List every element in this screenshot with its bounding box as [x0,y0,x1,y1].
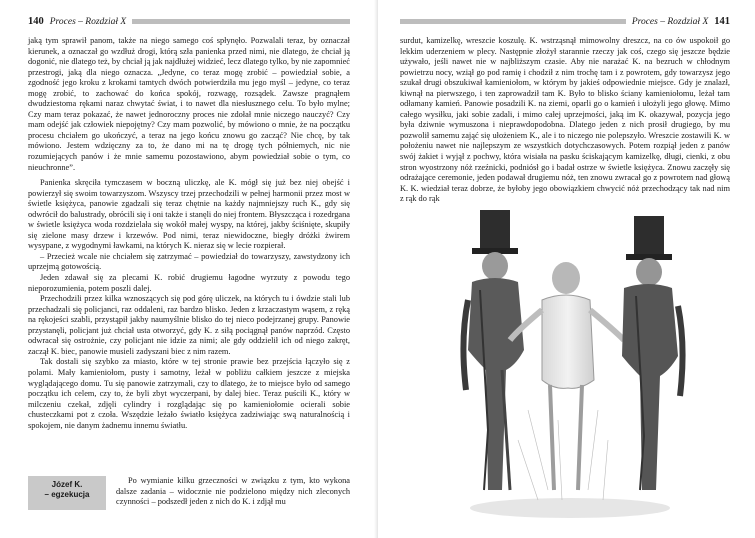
page-number: 141 [714,16,730,27]
right-page [378,0,755,538]
running-header-title: Proces – Rozdział X [49,16,127,27]
sketch-hatching [518,410,608,500]
header-rule [400,19,626,24]
illustration-three-figures [458,190,688,520]
paragraph: Tak dostali się szybko za miasto, które w tej stronie prawie bez przejścia łączyło się z polami. Mały kamieniołom, pusty i samotny, leżał w pobliżu całkiem jeszcze z miejska wyglądającego domu. Tu się panowie zatrzymali, czy to dlatego, że to miejsce było od samego początku ich celem, czy to, że byli zbyt wyczerpani, by dalej biec. Teraz puścili K., który w milczeniu czekał, zdjęli cylindry i rozglądając się po kamieniołomie ocierali sobie chusteczkami pot z czoła. Wszędzie leżało światło księżyca zadziwiając swą naturalnością i spokojem, nie danym żadnemu innemu światłu. [28,357,350,430]
right-gentleman-figure [622,216,683,490]
margin-note-line: – egzekucja [44,490,90,499]
paragraph: jaką tym sprawił panom, także na niego samego coś spłynęło. Pozwalali teraz, by oznaczał kierunek, a oznaczał go wzdłuż drogi, którą szła panienka przed nimi, nie dlatego, że chciał ją dogonić, nie dlatego też, by chciał ją jak najdłużej widzieć, lecz dlatego tylko, by nie zapomnieć przestrogi, jaką dla niego oznacza. „Jedyne, co teraz mogę zrobić – powiedział sobie, a zgodność jego kroku z krokami tamtych dwóch potwierdziła mu jego myśl – jedyne, co teraz mogę zrobić, to zachować do końca spokój, rozwagę, rozsądek. Zawsze pragnąłem dwudziestoma rękami naraz chwytać świat, i to nawet dla niesłusznego celu. To było mylne; Czy mam teraz pokazać, że nawet jednoroczny proces nie zdołał mnie niczego nauczyć? Czy mam odejść jak człowiek niepojętny? Czy mam pozwolić, by mówiono o mnie, że na początku procesu chciałem go ukończyć, a teraz na jego końcu znowu go zacząć? Nie chcę, by tak mówiono. Jestem wdzięczny za to, że dano mi na tę drogę tych półniemych, nic nie rozumiejących panów i że mnie samemu pozostawiono, abym powiedział sobie o tym, co nieuchronne”. [28,36,350,172]
margin-note [28,476,106,510]
paragraph: Przechodzili przez kilka wznoszących się pod górę uliczek, na których tu i ówdzie stali lub przechadzali się policjanci, raz oddaleni, raz bardzo blisko. Jeden z krzaczastym wąsem, z ręką na rękojeści szabli, przystąpił jakby naumyślnie blisko do tej nieco podejrzanej grupy. Panowie przystanęli, policjant już chciał usta otworzyć, gdy K. z siłą pociągnął panów naprzód. Często odwracał się ostrożnie, czy policjant nie idzie za nimi; ale gdy oddzielił ich od niego zakręt, zaczął K. biec, panowie musieli zadyszani biec z nim razem. [28,294,350,356]
margin-note-line: Józef K. [51,480,83,489]
paragraph: – Przecież wcale nie chciałem się zatrzymać – powiedział do towarzyszy, zawstydzony ich uprzejmą gotowością. [28,251,350,272]
paragraph: Panienka skręciła tymczasem w boczną uliczkę, ale K. mógł się już bez niej obejść i powierzył się swoim towarzyszom. Wszyscy trzej przechodzili w pełnej harmonii przez most w świetle księżyca, panowie zgadzali się teraz chętnie na każdy najmniejszy ruch K., gdy się odwrócił do balustrady, obrócili się i oni także i stanęli do niej frontem. Błyszcząca i rozedrgana w świetle księżyca woda rozdzielała się wokół małej wyspy, na której, jakby ściśnięte, skupiły się zielone masy drzew i krzewów. Pod nimi, teraz niewidoczne, biegły dróżki żwirem wysypane, z wygodnymi ławkami, na których K. nieraz się w lecie rozpierał. [28,178,350,251]
right-running-head [400,16,730,27]
left-gentleman-figure [463,210,524,490]
left-body-text [28,36,350,431]
left-running-head [28,16,350,27]
left-last-paragraph [116,476,350,508]
ground-shadow [470,498,670,518]
running-header-title: Proces – Rozdział X [631,16,709,27]
right-body-text [400,36,730,205]
left-page [0,0,377,538]
paragraph: surdut, kamizelkę, wreszcie koszulę. K. wstrząsnął mimowolny dreszcz, na co ów uspokoił go lekkim uderzeniem w plecy. Następnie złożył starannie rzeczy jak coś, czego się jeszcze będzie używało, jeśli nawet nie w najbliższym czasie. Aby nie narażać K. na bezruch w chłodnym powietrzu nocy, wziął go pod ramię i chodził z nim trochę tam i z powrotem, gdy towarzysz jego szukał drugi obszukiwał kamieniołom, w którym by jakieś odpowiednie miejsce. Gdy je znalazł, kiwnął na pierwszego, i ten zaprowadził tam K. Było to blisko ściany kamieniołomu, leżał tam odłamany kamień. Panowie posadzili K. na ziemi, oparli go o kamień i ułożyli jego głowę. Mimo całego wysiłku, jaki sobie zadali, i mimo całej uprzejmości, jaką im K. okazywał, pozycja jego była dziwnie wymuszona i nieprawdopodobna. Dlatego jeden z nich prosił drugiego, by mu pozwolił samemu zająć się ułożeniem K., ale i to niczego nie polepszyło. Wreszcie zostawili K. w położeniu nawet nie najlepszym ze wszystkich dotychczasowych. Potem rozpiął jeden z panów swój żakiet i wyjął z pochwy, która wisiała na pasku ściskającym kamizelkę, długi, cienki, z obu stron wyostrzony nóż rzeźnicki, podniósł go i badał ostrze w świetle księżyca. Znowu zaczęły się odrażające ceremonie, jeden podawał drugiemu nóż, ten znowu zwracał go z powrotem nad głową K. K. wiedział teraz dobrze, że byłoby jego obowiązkiem chwycić nóż przechodzący tak nad nim z rąk do rąk [400,36,730,204]
paragraph: Jeden zdawał się za plecami K. robić drugiemu łagodne wyrzuty z powodu tego nieporozumienia, potem poszli dalej. [28,273,350,293]
paragraph: Po wymianie kilku grzeczności w związku z tym, kto wykona dalsze zadania – widocznie nie podzielono między nich zleconych czynności – podszedł jeden z nich do K. i zdjął mu [116,476,350,507]
page-number: 140 [28,16,44,27]
header-rule [132,19,350,24]
